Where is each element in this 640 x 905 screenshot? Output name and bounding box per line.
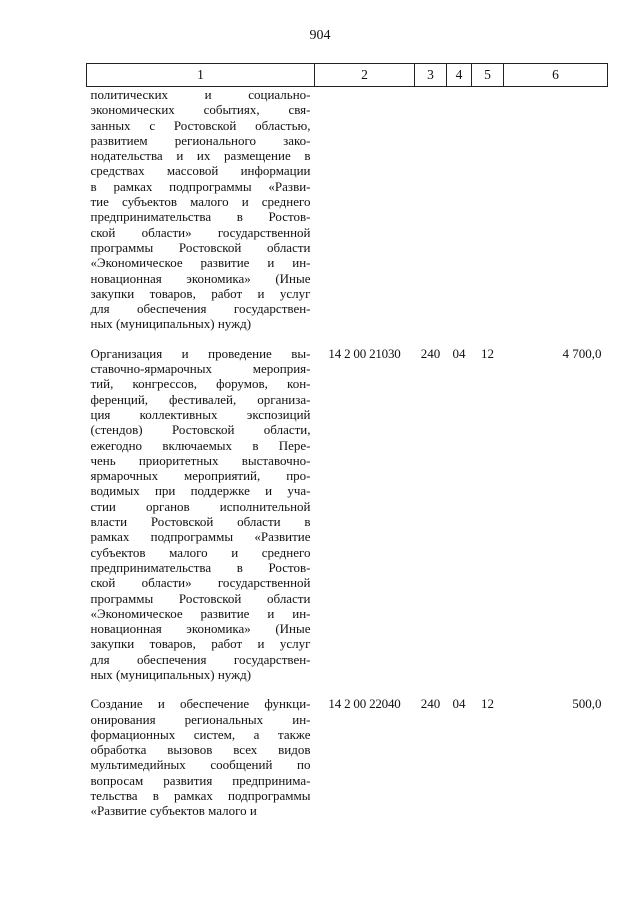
amount: 4 700,0 xyxy=(562,345,602,361)
description-line: обработка вызовов всех видов xyxy=(90,742,311,758)
description-line: политических и социально- xyxy=(90,87,311,102)
description-line: программы Ростовской области xyxy=(90,239,311,255)
description-line: вопросам развития предпринима- xyxy=(90,772,311,788)
description-line: ференций, фестивалей, организа- xyxy=(90,391,311,407)
description-line: экономических событиях, свя- xyxy=(90,102,311,118)
expense-type-code: 240 xyxy=(420,345,441,361)
column-header: 2 xyxy=(315,64,415,87)
column-header: 1 xyxy=(87,64,315,87)
description-line: формационных систем, а также xyxy=(90,726,311,742)
section-code xyxy=(447,87,472,346)
description-line: онирования региональных ин- xyxy=(90,711,311,727)
row-description xyxy=(87,346,315,697)
description-line: Создание и обеспечение функци- xyxy=(90,696,311,712)
table-row xyxy=(87,87,608,346)
description-line: предпринимательства в Ростов- xyxy=(90,559,311,575)
expense-type-code xyxy=(415,87,447,346)
description-line: ской области» государственной xyxy=(90,575,311,591)
subsection-code: 12 xyxy=(481,696,494,712)
column-header: 4 xyxy=(447,64,472,87)
description-line: ежегодно включаемых в Пере- xyxy=(90,437,311,453)
description-line: ных (муниципальных) нужд) xyxy=(90,666,252,682)
section-code: 04 xyxy=(452,345,466,361)
description-line: ция коллективных экспозиций xyxy=(90,406,311,422)
description-line: чень приоритетных выставочно- xyxy=(90,452,311,468)
amount: 500,0 xyxy=(572,696,602,712)
description-line: тельства в рамках подпрограммы xyxy=(90,788,311,804)
description-line: закупки товаров, работ и услуг xyxy=(90,285,311,301)
description-line: ской области» государственной xyxy=(90,224,311,240)
description-line: тий, конгрессов, форумов, кон- xyxy=(90,376,311,392)
table-body xyxy=(87,87,608,833)
column-header: 6 xyxy=(504,64,608,87)
description-line: ярмарочных мероприятий, про- xyxy=(90,468,311,484)
description-line: мультимедийных сообщений по xyxy=(90,757,311,773)
description-line: в рамках подпрограммы «Разви- xyxy=(90,178,311,194)
column-header: 5 xyxy=(472,64,504,87)
budget-table xyxy=(86,63,608,833)
target-article-code: 14 2 00 21030 xyxy=(328,345,401,361)
description-line: закупки товаров, работ и услуг xyxy=(90,636,311,652)
description-line: ставочно-ярмарочных мероприя- xyxy=(90,361,311,377)
description-line: новационная экономика» (Иные xyxy=(90,621,311,637)
description-line: «Экономическое развитие и ин- xyxy=(90,605,311,621)
description-line: субъектов малого и среднего xyxy=(90,544,311,560)
description-line: программы Ростовской области xyxy=(90,590,311,606)
description-line: Организация и проведение вы- xyxy=(90,345,311,361)
column-header: 3 xyxy=(415,64,447,87)
table-header-row xyxy=(87,64,608,87)
description-line: для обеспечения государствен- xyxy=(90,651,311,667)
description-line: развитием регионального зако- xyxy=(90,132,311,148)
description-line: «Развитие субъектов малого и xyxy=(90,803,257,819)
subsection-code xyxy=(472,87,504,346)
description-line: средствах массовой информации xyxy=(90,163,311,179)
target-article-code xyxy=(315,87,415,346)
subsection-code: 12 xyxy=(481,345,494,361)
description-line: для обеспечения государствен- xyxy=(90,301,311,317)
description-line: (стендов) Ростовской области, xyxy=(90,422,311,438)
description-line: предпринимательства в Ростов- xyxy=(90,209,311,225)
row-description xyxy=(87,696,315,832)
description-line: тие субъектов малого и среднего xyxy=(90,194,311,210)
description-line: водимых при поддержке и уча- xyxy=(90,483,311,499)
description-line: занных с Ростовской областью, xyxy=(90,117,311,133)
expense-type-code: 240 xyxy=(420,696,441,712)
page-number: 904 xyxy=(309,28,331,43)
description-line: «Экономическое развитие и ин- xyxy=(90,255,311,271)
row-description xyxy=(87,87,315,346)
description-line: ных (муниципальных) нужд) xyxy=(90,316,252,332)
description-line: рамках подпрограммы «Развитие xyxy=(90,529,311,545)
section-code: 04 xyxy=(452,696,466,712)
table-row xyxy=(87,346,608,697)
table-row xyxy=(87,696,608,832)
description-line: нодательства и их размещение в xyxy=(90,148,311,164)
target-article-code: 14 2 00 22040 xyxy=(328,696,401,712)
description-line: новационная экономика» (Иные xyxy=(90,270,311,286)
amount xyxy=(504,87,608,346)
description-line: власти Ростовской области в xyxy=(90,514,311,530)
description-line: стии органов исполнительной xyxy=(90,498,311,514)
